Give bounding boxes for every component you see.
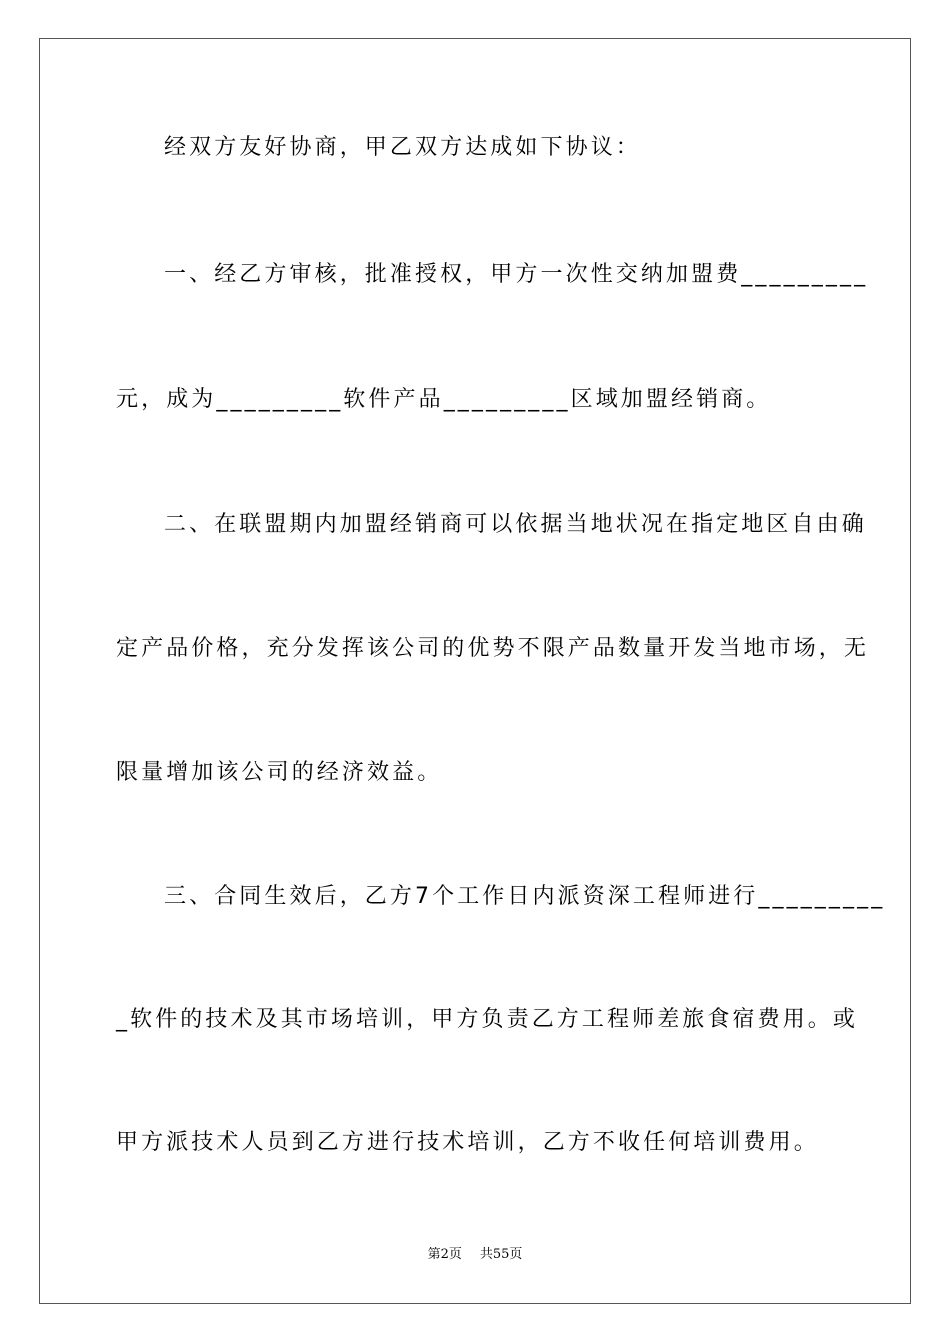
- clause-2-line-3: 限量增加该公司的经济效益。: [116, 760, 443, 785]
- clause-2-line-1: 二、在联盟期内加盟经销商可以依据当地状况在指定地区自由确: [164, 512, 867, 537]
- clause-3-line-1: 三、合同生效后，乙方7个工作日内派资深工程师进行_________: [164, 884, 886, 909]
- page-number-total: 共55页: [479, 1247, 523, 1262]
- page-footer: [0, 1246, 950, 1264]
- clause-1-line-1: 一、经乙方审核，批准授权，甲方一次性交纳加盟费_________: [164, 262, 869, 287]
- clause-3-line-2: _软件的技术及其市场培训，甲方负责乙方工程师差旅食宿费用。或: [116, 1007, 859, 1032]
- page-number-current: 第2页: [427, 1247, 462, 1262]
- paragraph-intro: 经双方友好协商，甲乙双方达成如下协议：: [164, 135, 641, 160]
- clause-3-line-3: 甲方派技术人员到乙方进行技术培训，乙方不收任何培训费用。: [116, 1130, 819, 1155]
- clause-2-line-2: 定产品价格，充分发挥该公司的优势不限产品数量开发当地市场，无: [116, 636, 870, 661]
- page-frame: [39, 38, 911, 1304]
- clause-1-line-2: 元，成为_________软件产品_________区域加盟经销商。: [116, 387, 772, 412]
